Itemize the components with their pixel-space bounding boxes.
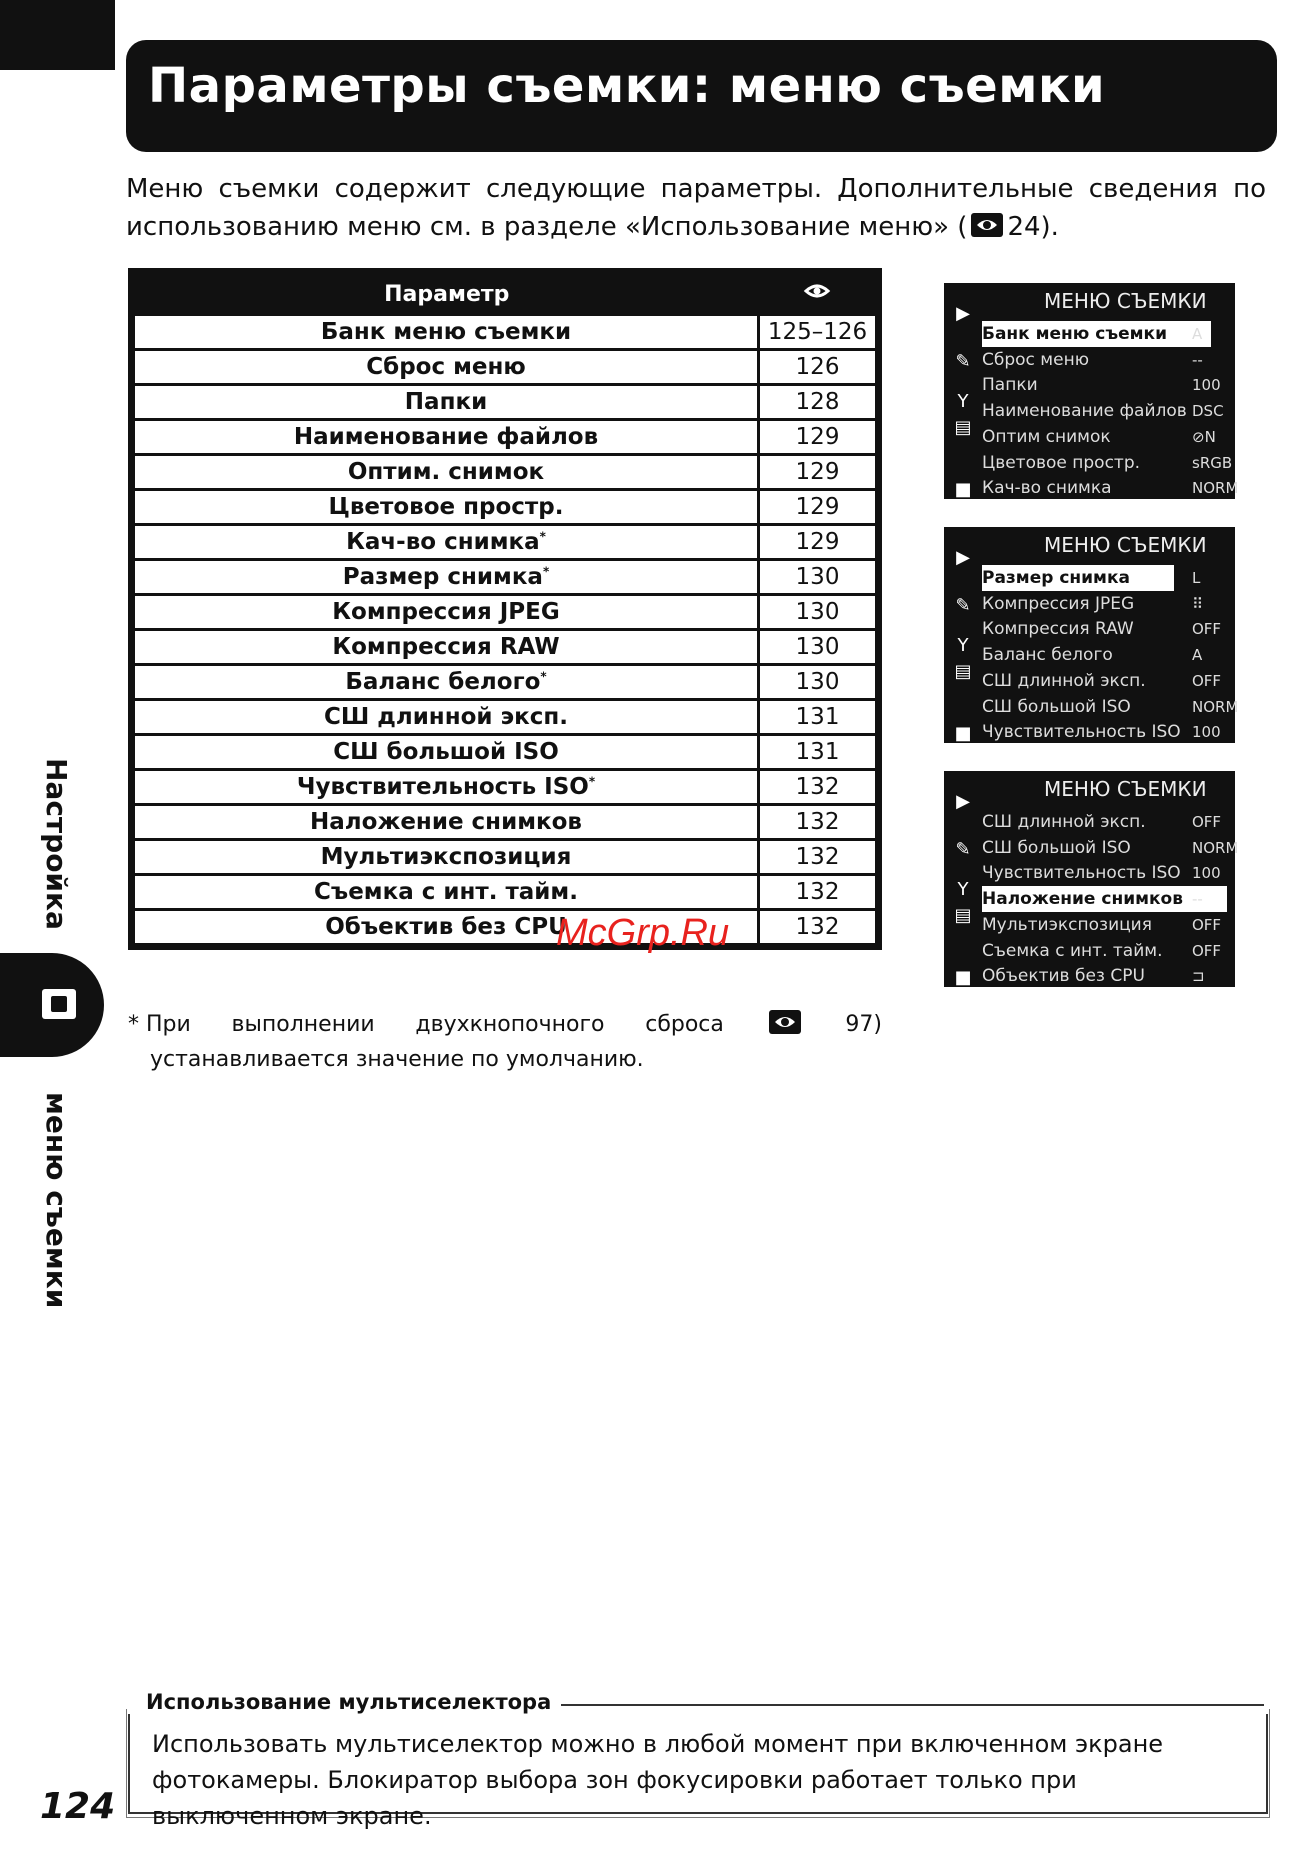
menu-item	[980, 886, 1222, 912]
param-name-cell	[132, 560, 759, 595]
param-name: Размер снимка	[342, 564, 543, 590]
wrench-icon: Y	[957, 879, 969, 900]
table-row	[132, 630, 879, 665]
menu-item-value: ⠿	[1192, 594, 1203, 613]
menu-item-value: ⊐	[1192, 967, 1205, 986]
menu-title: МЕНЮ СЪЕМКИ	[1044, 289, 1207, 313]
side-label-shooting-menu: меню съемки	[40, 1092, 73, 1309]
menu-item-label: Папки	[982, 375, 1038, 396]
menu-item	[980, 694, 1239, 720]
menu-item-value: sRGB	[1192, 453, 1233, 472]
param-name: Объектив без CPU	[325, 914, 567, 940]
menu-item-label: Сброс меню	[982, 349, 1090, 370]
param-name-cell	[132, 350, 759, 385]
fn-word: * При	[128, 1012, 191, 1037]
menu-item-label: Компрессия RAW	[982, 619, 1134, 640]
menu-item-value: 100	[1192, 723, 1221, 742]
param-name: Сброс меню	[366, 354, 526, 380]
param-page: 130	[759, 560, 879, 595]
param-name-cell	[132, 875, 759, 910]
table-row	[132, 455, 879, 490]
param-name: Оптим. снимок	[347, 459, 545, 485]
note-title-rule	[480, 1704, 1264, 1706]
menu-item-label: Цветовое простр.	[982, 452, 1141, 473]
camera-menu-screen	[944, 771, 1239, 988]
menu-item-value: OFF	[1192, 915, 1222, 934]
list-icon: ▤	[954, 661, 972, 682]
param-name: Наименование файлов	[293, 424, 599, 450]
pencil-icon: ✎	[955, 351, 971, 372]
menu-item-value: L	[1192, 569, 1201, 587]
menu-item	[980, 372, 1222, 398]
menu-item-value: OFF	[1192, 941, 1222, 960]
footnote-line2: устанавливается значение по умолчанию.	[150, 1047, 644, 1072]
param-page: 130	[759, 665, 879, 700]
menu-item	[980, 860, 1222, 886]
menu-item-label: Наложение снимков	[982, 886, 1227, 912]
note-title: Использование мультиселектора	[146, 1690, 561, 1714]
menu-item	[980, 321, 1222, 347]
table-row	[132, 735, 879, 770]
menu-item-value: --	[1192, 350, 1203, 369]
intro-paragraph	[126, 170, 1266, 246]
menu-item-label: Компрессия JPEG	[982, 593, 1135, 614]
menu-title: МЕНЮ СЪЕМКИ	[1044, 777, 1207, 801]
wrench-icon: Y	[957, 635, 969, 656]
list-icon: ▤	[954, 417, 972, 438]
menu-item	[980, 719, 1222, 745]
param-name-cell	[132, 595, 759, 630]
param-asterisk: *	[542, 564, 550, 579]
param-name-cell	[132, 805, 759, 840]
page-ref-icon	[802, 278, 832, 304]
table-row	[132, 840, 879, 875]
menu-item-value: OFF	[1192, 620, 1222, 639]
menu-item	[980, 565, 1222, 591]
menu-item-label: СШ большой ISO	[982, 837, 1131, 858]
menu-item	[980, 616, 1222, 642]
param-page: 131	[759, 735, 879, 770]
param-asterisk: *	[588, 774, 596, 789]
param-page: 130	[759, 595, 879, 630]
table-row	[132, 315, 879, 350]
menu-item-label: СШ длинной эксп.	[982, 670, 1146, 691]
param-name-cell	[132, 490, 759, 525]
playback-icon: ▶	[956, 303, 970, 324]
menu-item	[980, 398, 1222, 424]
header-page-icon	[759, 272, 879, 315]
menu-item-label: Наименование файлов	[982, 401, 1187, 422]
menu-item	[980, 668, 1222, 694]
menu-item	[980, 912, 1222, 938]
param-page: 132	[759, 910, 879, 947]
header-param: Параметр	[132, 272, 759, 315]
menu-item	[980, 591, 1222, 617]
menu-item-label: Съемка с инт. тайм.	[982, 940, 1163, 961]
menu-item-value: NORM	[1192, 697, 1239, 716]
menu-item	[980, 450, 1233, 476]
menu-item	[980, 347, 1222, 373]
watermark: McGrp.Ru	[556, 912, 730, 954]
param-name-cell	[132, 525, 759, 560]
table-row	[132, 490, 879, 525]
parameter-table	[128, 268, 882, 950]
playback-icon: ▶	[956, 547, 970, 568]
table-row	[132, 385, 879, 420]
table-row	[132, 595, 879, 630]
table-row	[132, 805, 879, 840]
param-name: Цветовое простр.	[328, 494, 564, 520]
param-name-cell	[132, 700, 759, 735]
param-page: 131	[759, 700, 879, 735]
table-row	[132, 525, 879, 560]
table-row	[132, 700, 879, 735]
param-name-cell	[132, 840, 759, 875]
note-text: Использовать мультиселектор можно в любой момент при включенном экране фотокамеры. Блокиратор выбора зон фокусировки работает только при выключенном экране.	[152, 1730, 1164, 1830]
param-page: 132	[759, 805, 879, 840]
menu-item-value: ⊘N	[1192, 427, 1216, 446]
title-bar	[126, 40, 1277, 152]
fn-word: 97)	[845, 1012, 882, 1037]
param-page: 126	[759, 350, 879, 385]
table-row	[132, 665, 879, 700]
fn-word: двухкнопочного	[415, 1012, 605, 1037]
menu-item-value: NORM	[1192, 838, 1239, 857]
param-page: 129	[759, 420, 879, 455]
menu-item	[980, 424, 1222, 450]
param-name-cell	[132, 420, 759, 455]
list-icon: ▤	[954, 905, 972, 926]
param-page: 132	[759, 875, 879, 910]
side-tab	[0, 953, 104, 1057]
param-name-cell	[132, 455, 759, 490]
square-icon: ■	[954, 723, 972, 744]
menu-item-label: Размер снимка	[982, 565, 1174, 591]
side-label-setup: Настройка	[40, 758, 73, 930]
wrench-icon: Y	[957, 391, 969, 412]
menu-item-value: OFF	[1192, 671, 1222, 690]
param-page: 128	[759, 385, 879, 420]
camera-menu-screen	[944, 283, 1239, 500]
table-row	[132, 770, 879, 805]
menu-item-label: Кач-во снимка	[982, 478, 1112, 499]
menu-item-value: 100	[1192, 864, 1221, 883]
menu-item	[980, 963, 1222, 989]
param-name: Кач-во снимка	[346, 529, 540, 555]
camera-menu-screen	[944, 527, 1239, 744]
param-page: 125–126	[759, 315, 879, 350]
square-icon: ■	[954, 479, 972, 500]
table-row	[132, 910, 879, 947]
param-name: Съемка с инт. тайм.	[314, 879, 578, 905]
fn-word: сброса	[645, 1012, 724, 1037]
menu-item-label: Оптим снимок	[982, 426, 1111, 447]
menu-item-value: --	[1192, 890, 1203, 909]
param-page: 129	[759, 490, 879, 525]
param-name: Чувствительность ISO	[296, 774, 589, 800]
menu-item	[980, 475, 1239, 501]
page-ref-icon	[767, 1008, 803, 1036]
param-name: Папки	[404, 389, 488, 415]
param-name: Компрессия RAW	[332, 634, 560, 660]
menu-item-label: Мультиэкспозиция	[982, 914, 1152, 935]
param-name-cell	[132, 385, 759, 420]
menu-item-label: СШ большой ISO	[982, 696, 1131, 717]
param-name-cell	[132, 315, 759, 350]
table-row	[132, 875, 879, 910]
param-page: 132	[759, 770, 879, 805]
camera-icon	[42, 989, 76, 1019]
param-name: СШ большой ISO	[333, 739, 559, 765]
menu-item-label: Чувствительность ISO	[982, 722, 1181, 743]
param-name: Наложение снимков	[310, 809, 582, 835]
menu-title: МЕНЮ СЪЕМКИ	[1044, 533, 1207, 557]
menu-item-value: OFF	[1192, 813, 1222, 831]
menu-item	[980, 642, 1222, 668]
param-name: СШ длинной эксп.	[323, 704, 569, 730]
param-asterisk: *	[540, 669, 547, 684]
page-title: Параметры съемки: меню съемки	[148, 58, 1106, 114]
param-name-cell	[132, 735, 759, 770]
menu-item-value: DSC	[1192, 402, 1224, 421]
menu-item-value: A	[1192, 646, 1203, 665]
param-page: 130	[759, 630, 879, 665]
menu-item-label: СШ длинной эксп.	[982, 812, 1146, 832]
table-row	[132, 350, 879, 385]
menu-item	[980, 835, 1239, 861]
param-page: 132	[759, 840, 879, 875]
param-page: 129	[759, 525, 879, 560]
menu-item-label: Объектив без CPU	[982, 966, 1145, 987]
param-name: Мультиэкспозиция	[320, 844, 572, 870]
corner-mark	[0, 0, 115, 70]
param-name-cell	[132, 630, 759, 665]
playback-icon: ▶	[956, 791, 970, 812]
menu-item	[980, 938, 1222, 964]
menu-item-value: A	[1192, 325, 1203, 343]
menu-item-value: NORM	[1192, 479, 1239, 498]
param-name: Компрессия JPEG	[332, 599, 560, 625]
param-page: 129	[759, 455, 879, 490]
table-row	[132, 560, 879, 595]
intro-ref: 24).	[1007, 212, 1059, 242]
square-icon: ■	[954, 967, 972, 988]
pencil-icon: ✎	[955, 595, 971, 616]
page-ref-icon	[969, 211, 1005, 239]
param-name: Баланс белого	[345, 669, 541, 695]
pencil-icon: ✎	[955, 839, 971, 860]
menu-item-value: 100	[1192, 376, 1221, 395]
menu-item-label: Чувствительность ISO	[982, 863, 1181, 884]
param-asterisk: *	[539, 529, 546, 544]
table-row	[132, 420, 879, 455]
menu-item	[980, 809, 1222, 835]
footnote	[128, 1008, 882, 1077]
table-header-row	[132, 272, 879, 315]
fn-word: выполнении	[231, 1012, 375, 1037]
menu-item-label: Банк меню съемки	[982, 321, 1211, 347]
page-number: 124	[40, 1786, 116, 1827]
intro-text: Меню съемки содержит следующие параметры. Дополнительные сведения по использованию меню см. в разделе «Использование меню» (	[126, 174, 1266, 242]
fn-ref	[765, 1008, 805, 1043]
menu-item-label: Баланс белого	[982, 645, 1113, 666]
param-name: Банк меню съемки	[320, 319, 572, 345]
param-name-cell	[132, 770, 759, 805]
param-name-cell	[132, 665, 759, 700]
